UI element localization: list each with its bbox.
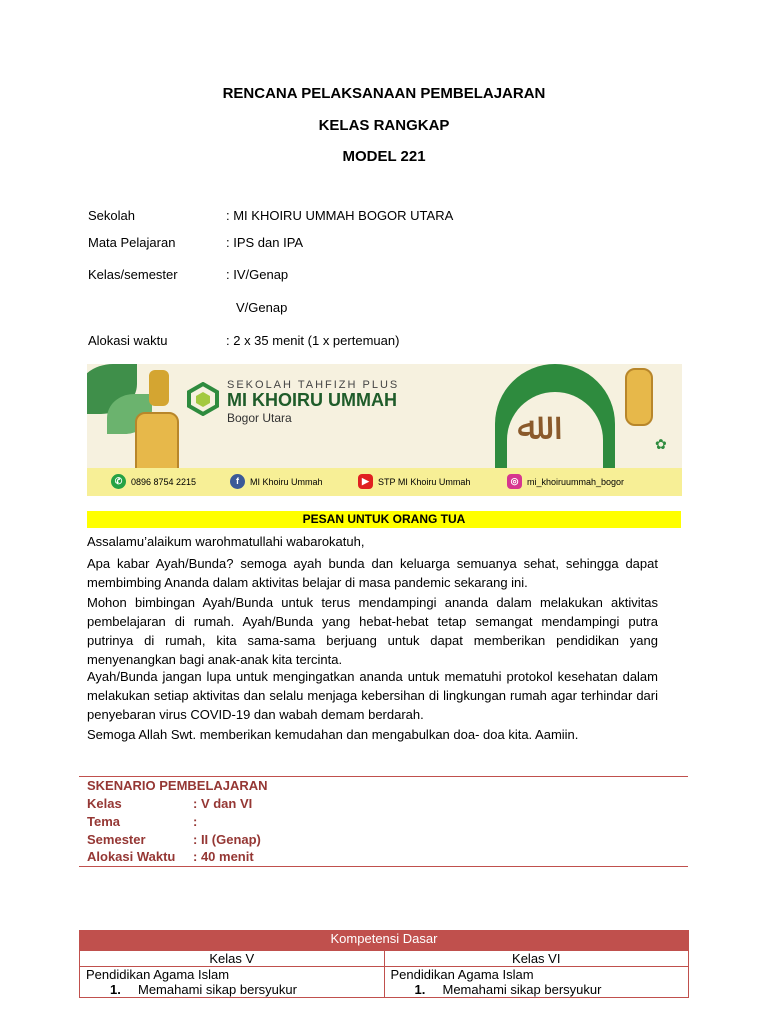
banner-city: Bogor Utara	[227, 411, 292, 425]
facebook-contact	[230, 474, 323, 489]
lantern-icon	[625, 368, 653, 426]
calligraphy-decoration: ﷲ	[517, 404, 540, 448]
table-cell	[80, 967, 385, 998]
scenario-semester-label: Semester	[87, 832, 146, 847]
doc-title: RENCANA PELAKSANAAN PEMBELAJARAN	[222, 85, 546, 102]
subject-name: Pendidikan Agama Islam	[390, 967, 534, 982]
learning-scenario-box	[79, 776, 688, 867]
banner-school-name: MI KHOIRU UMMAH	[227, 390, 397, 410]
table-header: Kompetensi Dasar	[80, 931, 689, 951]
message-paragraph-3: Ayah/Bunda jangan lupa untuk mengingatkan ananda untuk mematuhi protokol kesehatan dalam melakukan setiap aktivitas dan selalu menjaga kebersihan di lingkungan rumah agar terhindar dari penyebaran virus COVID-19 dan wabah demam berdarah.	[87, 669, 658, 722]
whatsapp-contact	[111, 474, 196, 489]
facebook-name: MI Khoiru Ummah	[250, 476, 323, 487]
scenario-title: SKENARIO PEMBELAJARAN	[87, 778, 268, 793]
scenario-theme-label: Tema	[87, 814, 120, 829]
subject-value: : IPS dan IPA	[226, 235, 304, 250]
table-row	[80, 967, 689, 998]
doc-subtitle-model: MODEL 221	[342, 148, 426, 165]
facebook-icon: f	[230, 474, 245, 489]
school-label: Sekolah	[88, 208, 135, 223]
scenario-theme-value: :	[193, 814, 198, 829]
list-number: 1.	[110, 982, 121, 997]
youtube-contact	[358, 474, 470, 489]
list-item	[86, 982, 378, 997]
whatsapp-number: 0896 8754 2215	[131, 476, 197, 487]
list-item-text: Memahami sikap bersyukur	[138, 982, 297, 997]
lantern-icon	[135, 412, 179, 472]
banner-tagline: SEKOLAH TAHFIZH PLUS	[227, 379, 400, 391]
column-header-class-vi: Kelas VI	[384, 951, 689, 967]
scenario-semester-value: : II (Genap)	[193, 832, 261, 847]
parent-message-title: PESAN UNTUK ORANG TUA	[87, 511, 681, 528]
message-paragraph-1: Apa kabar Ayah/Bunda? semoga ayah bunda dan keluarga semuanya sehat, sehingga dapat membimbing Ananda dalam aktivitas belajar di masa pandemic sekarang ini.	[87, 556, 658, 590]
list-item-text: Memahami sikap bersyukur	[442, 982, 602, 997]
school-value: : MI KHOIRU UMMAH BOGOR UTARA	[226, 208, 454, 223]
scenario-class-value: : V dan VI	[193, 796, 253, 811]
table-cell	[384, 967, 689, 998]
instagram-handle: mi_khoiruummah_bogor	[527, 476, 625, 487]
scenario-class-label: Kelas	[87, 796, 122, 811]
table-header-row	[80, 931, 689, 951]
class-semester-value-1: : IV/Genap	[226, 267, 289, 282]
closing-paragraph: Semoga Allah Swt. memberikan kemudahan dan mengabulkan doa- doa kita. Aamiin.	[87, 727, 579, 742]
youtube-name: STP MI Khoiru Ummah	[378, 476, 471, 487]
list-item	[391, 982, 683, 997]
lantern-icon	[149, 370, 169, 406]
doc-subtitle-class: KELAS RANGKAP	[318, 117, 450, 134]
scenario-time-label: Alokasi Waktu	[87, 849, 176, 864]
table-row	[80, 951, 689, 967]
list-number: 1.	[414, 982, 426, 997]
school-logo-icon	[186, 382, 220, 416]
whatsapp-icon: ✆	[111, 474, 126, 489]
youtube-icon: ▶	[358, 474, 373, 489]
time-allocation-label: Alokasi waktu	[88, 333, 168, 348]
instagram-icon: ◎	[507, 474, 522, 489]
basic-competency-table	[79, 930, 689, 998]
class-semester-value-2: V/Genap	[236, 300, 288, 315]
subject-name: Pendidikan Agama Islam	[86, 967, 230, 982]
message-paragraph-2: Mohon bimbingan Ayah/Bunda untuk terus mendampingi ananda dalam melakukan aktivitas pembelajaran di rumah. Ayah/Bunda yang hebat-hebat tetap semangat mendampingi putra putrinya di rumah, kita sama-sama berjuang untuk dapat memberikan pendidikan yang menyenangkan bagi anak-anak kita tercinta.	[87, 595, 658, 667]
subject-label: Mata Pelajaran	[88, 235, 176, 250]
scenario-time-value: : 40 menit	[193, 849, 254, 864]
class-semester-label: Kelas/semester	[88, 267, 178, 282]
column-header-class-v: Kelas V	[80, 951, 385, 967]
instagram-contact	[507, 474, 624, 489]
flower-icon: ✿	[655, 436, 667, 452]
time-allocation-value: : 2 x 35 menit (1 x pertemuan)	[226, 333, 400, 348]
greeting-paragraph: Assalamu’alaikum warohmatullahi wabarokatuh,	[87, 534, 365, 549]
